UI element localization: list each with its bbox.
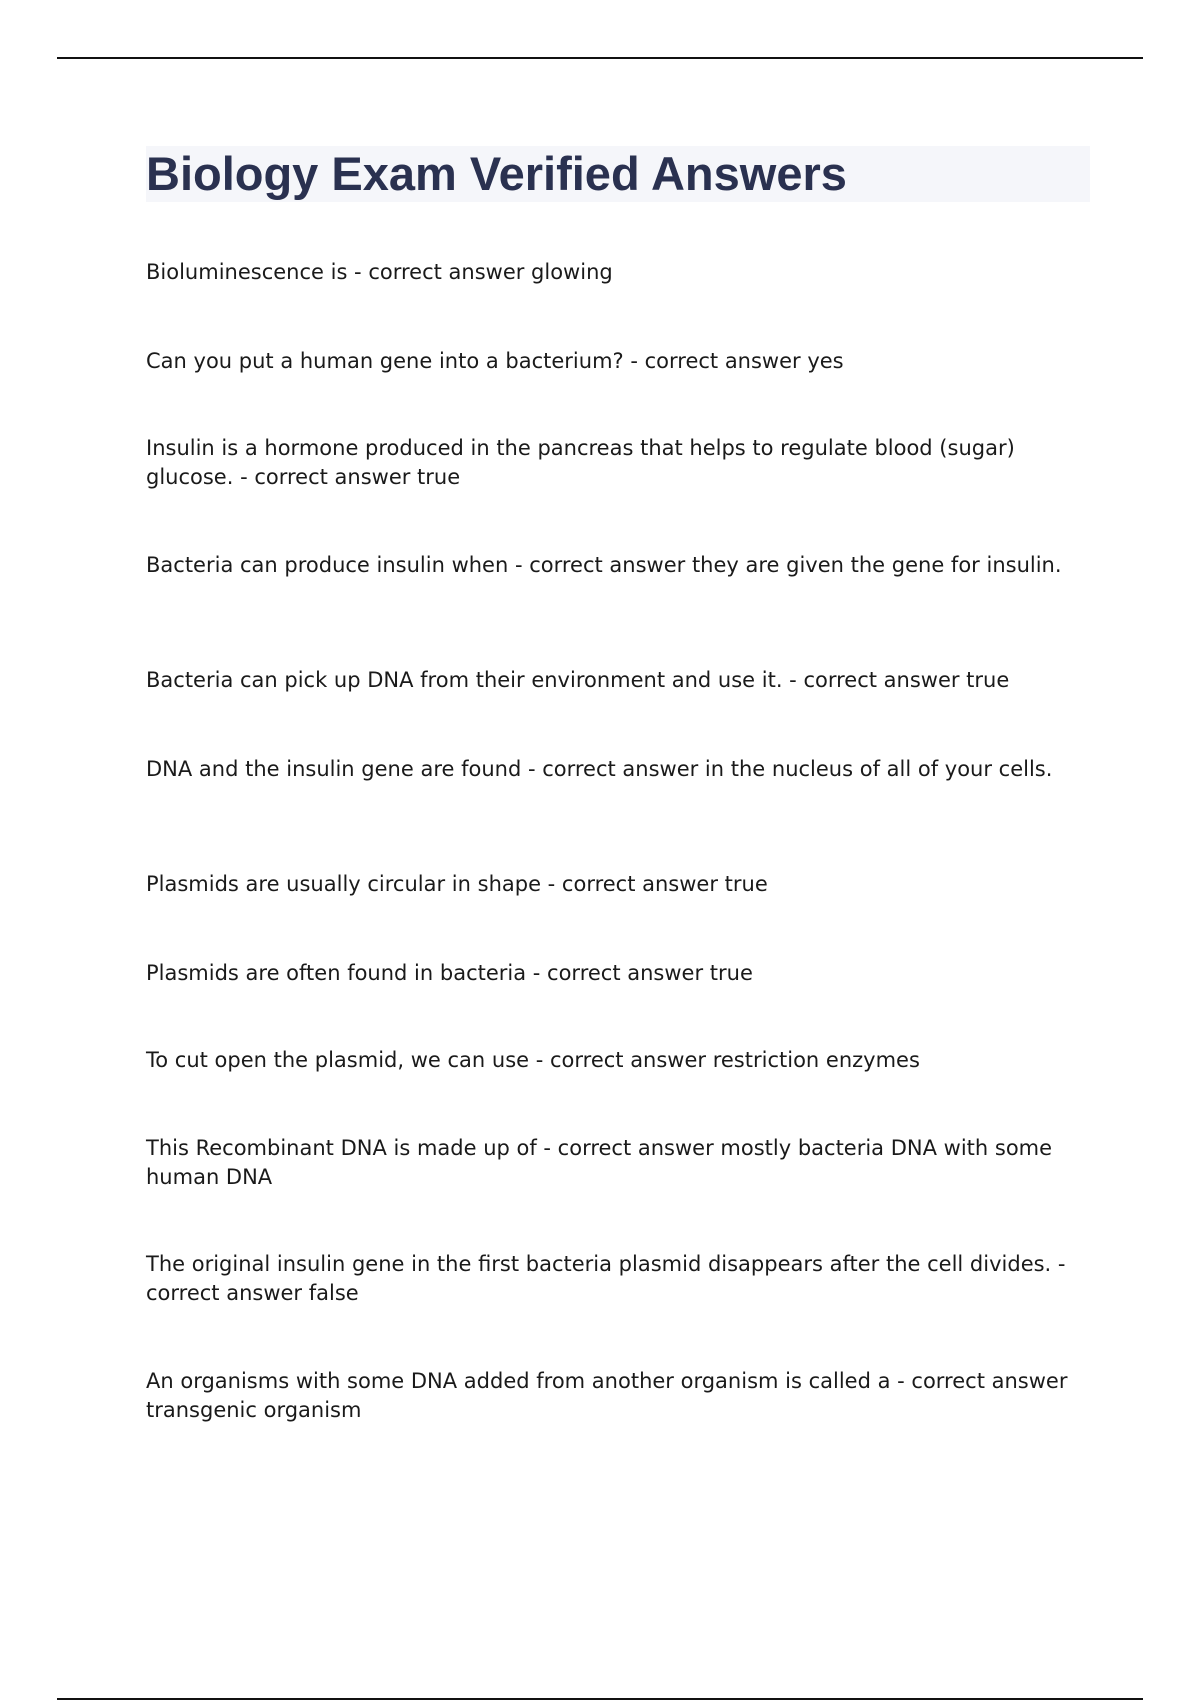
qa-item: Bacteria can pick up DNA from their environment and use it. - correct answer true	[146, 668, 1010, 692]
qa-item: To cut open the plasmid, we can use - correct answer restriction enzymes	[146, 1048, 920, 1072]
page-title: Biology Exam Verified Answers	[146, 147, 847, 200]
qa-item: Bioluminescence is - correct answer glowing	[146, 260, 613, 284]
qa-item: Plasmids are usually circular in shape - correct answer true	[146, 872, 768, 896]
top-rule	[57, 57, 1143, 59]
qa-item: This Recombinant DNA is made up of - correct answer mostly bacteria DNA with some human DNA	[146, 1136, 1053, 1189]
qa-item: Insulin is a hormone produced in the pancreas that helps to regulate blood (sugar) glucose. - correct answer true	[146, 436, 1015, 489]
qa-item: The original insulin gene in the first bacteria plasmid disappears after the cell divides. - correct answer false	[146, 1252, 1066, 1305]
qa-item: Bacteria can produce insulin when - correct answer they are given the gene for insulin.	[146, 553, 1062, 577]
qa-item: Can you put a human gene into a bacterium? - correct answer yes	[146, 349, 844, 373]
qa-item: Plasmids are often found in bacteria - correct answer true	[146, 961, 753, 985]
qa-item: DNA and the insulin gene are found - correct answer in the nucleus of all of your cells.	[146, 757, 1053, 781]
qa-item: An organisms with some DNA added from another organism is called a - correct answer transgenic organism	[146, 1369, 1068, 1422]
